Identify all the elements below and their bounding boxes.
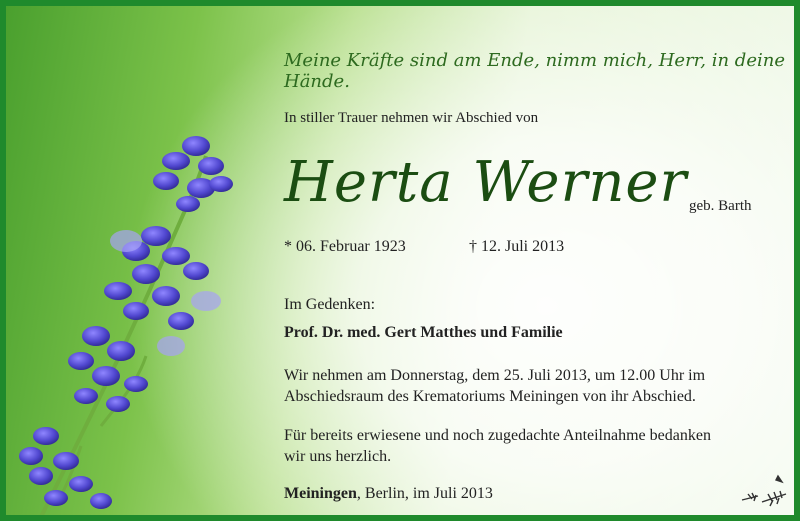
death-date: † 12. Juli 2013: [469, 238, 565, 255]
bible-verse-motto: Meine Kräfte sind am Ende, nimm mich, Herr, in deine Hände.: [284, 50, 785, 92]
funeral-info-paragraph: [284, 365, 774, 407]
thanks-line-1: Für bereits erwiesene und noch zugedachte Anteilnahme bedanken: [284, 427, 711, 444]
leaf-ornament-icon: [740, 472, 790, 512]
funeral-info-line-1: Wir nehmen am Donnerstag, dem 25. Juli 2013, um 12.00 Uhr im: [284, 367, 706, 384]
deceased-name: Herta Werner: [284, 150, 688, 215]
farewell-intro: In stiller Trauer nehmen wir Abschied von: [284, 110, 539, 126]
birth-date: * 06. Februar 1923: [284, 238, 406, 255]
funeral-info-line-2: Abschiedsraum des Krematoriums Meiningen von ihr Abschied.: [284, 388, 696, 405]
thanks-line-2: wir uns herzlich.: [284, 448, 392, 465]
birth-name: geb. Barth: [689, 198, 752, 214]
memory-label: Im Gedenken:: [284, 296, 376, 313]
place-rest: , Berlin, im Juli 2013: [356, 485, 493, 502]
thanks-paragraph: [284, 425, 774, 467]
place-and-date: [284, 485, 493, 503]
place-city-bold: Meiningen: [284, 485, 357, 502]
lavender-flower-image: [6, 6, 266, 521]
mourners-name: Prof. Dr. med. Gert Matthes und Familie: [284, 324, 563, 341]
